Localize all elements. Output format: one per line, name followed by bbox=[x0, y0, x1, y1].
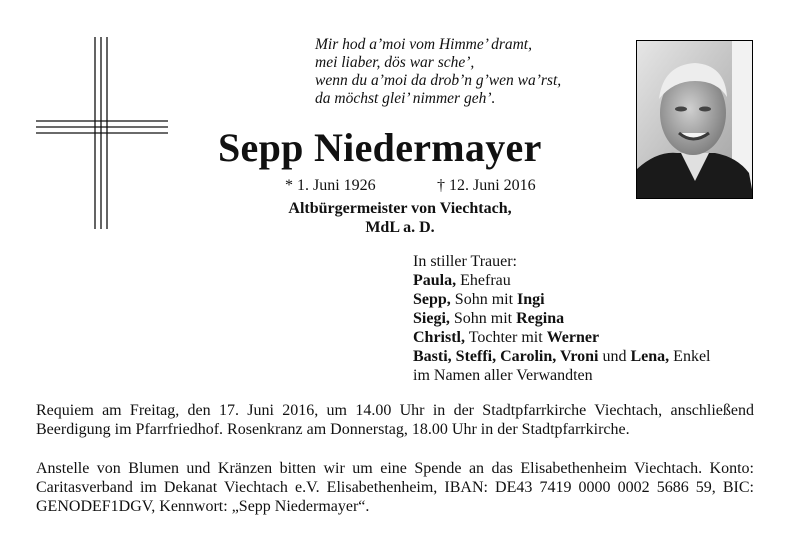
poem bbox=[315, 36, 615, 108]
deceased-name: Sepp Niedermayer bbox=[218, 125, 542, 170]
mourners-list bbox=[413, 252, 763, 385]
list-item: Sepp, Sohn mit Ingi bbox=[413, 291, 545, 308]
requiem-text: Requiem am Freitag, den 17. Juni 2016, um 14.00 Uhr in der Stadtpfarrkirche Viechtach, anschließend Beerdigung im Pfarrfriedhof. Rosenkranz am Donnerstag, 18.00 Uhr in der Stadtpfarrkirche. bbox=[36, 402, 754, 438]
donation-text: Anstelle von Blumen und Kränzen bitten wir um eine Spende an das Elisabethenheim Viechtach. Konto: Caritasverband im Dekanat Viechtach e.V. Elisabethenheim, IBAN: DE43 7419 0000 0002 5686 59, BIC: GENODEF1DGV, Kennwort: „Sepp Niedermayer“. bbox=[36, 460, 754, 515]
title-line: MdL a. D. bbox=[365, 219, 435, 236]
list-item: Christl, Tochter mit Werner bbox=[413, 329, 600, 346]
mourning-footer: im Namen aller Verwandten bbox=[413, 367, 593, 384]
mourning-heading: In stiller Trauer: bbox=[413, 253, 517, 270]
deceased-title bbox=[240, 199, 560, 237]
cross-icon bbox=[36, 37, 168, 229]
poem-line: Mir hod a’moi vom Himme’ dramt, bbox=[315, 36, 532, 53]
poem-line: da möchst glei’ nimmer geh’. bbox=[315, 90, 496, 107]
portrait-photo bbox=[636, 40, 753, 199]
poem-line: mei liaber, dös war sche’, bbox=[315, 54, 475, 71]
birth-date: * 1. Juni 1926 bbox=[285, 177, 376, 194]
portrait-image bbox=[637, 41, 753, 199]
list-item: Paula, Ehefrau bbox=[413, 272, 511, 289]
list-item: Basti, Steffi, Carolin, Vroni und Lena, Enkel bbox=[413, 348, 711, 365]
title-line: Altbürgermeister von Viechtach, bbox=[288, 200, 512, 217]
list-item: Siegi, Sohn mit Regina bbox=[413, 310, 565, 327]
poem-line: wenn du a’moi da drob’n g’wen wa’rst, bbox=[315, 72, 562, 89]
death-date: † 12. Juni 2016 bbox=[437, 177, 536, 194]
